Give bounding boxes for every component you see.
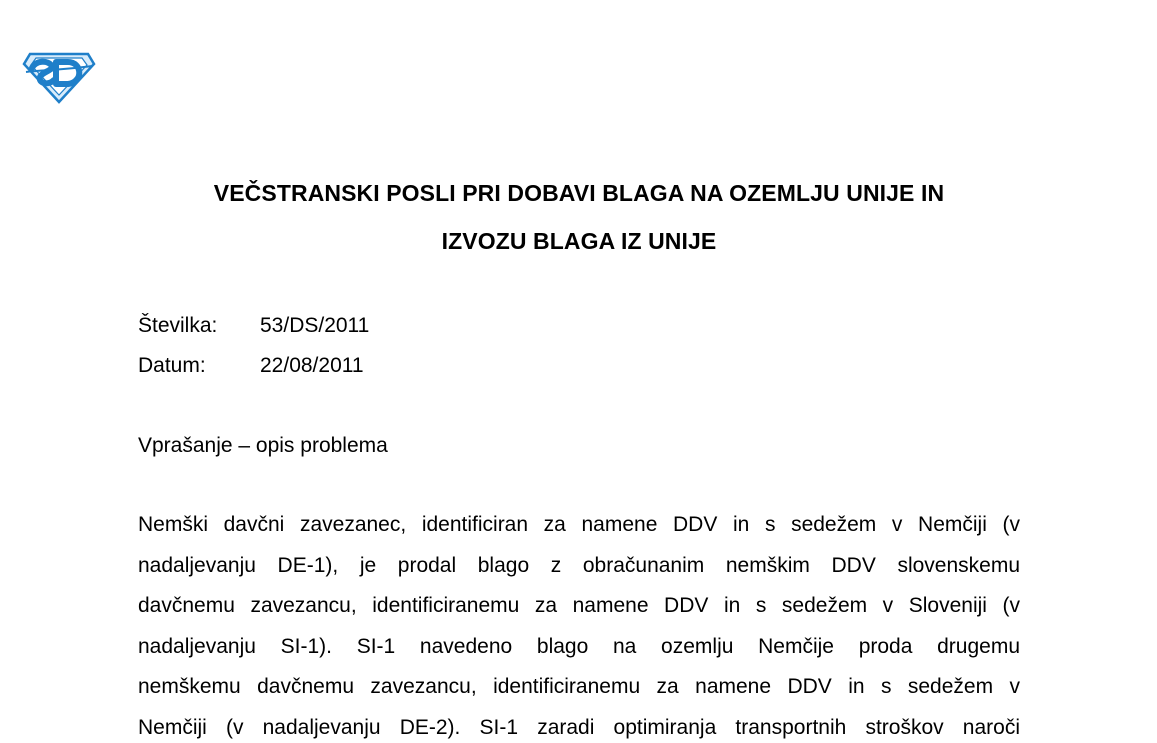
body-paragraph: [138, 505, 1020, 743]
number-label: Številka:: [138, 314, 218, 337]
paragraph-line: nadaljevanju DE-1), je prodal blago z obračunanim nemškim DDV slovenskemu: [138, 553, 1020, 577]
date-value: 22/08/2011: [260, 354, 364, 377]
number-value: 53/DS/2011: [260, 314, 370, 337]
section-heading: Vprašanje – opis problema: [138, 434, 388, 457]
sd-shield-logo-graphic: [22, 48, 96, 104]
document-title-line-1: VEČSTRANSKI POSLI PRI DOBAVI BLAGA NA OZEMLJU UNIJE IN: [213, 180, 945, 206]
sd-logo-icon: [22, 48, 96, 104]
paragraph-line: nadaljevanju SI-1). SI-1 navedeno blago na ozemlju Nemčije proda drugemu: [138, 634, 1020, 658]
date-label: Datum:: [138, 354, 206, 377]
document-title-line-2: IZVOZU BLAGA IZ UNIJE: [441, 228, 717, 254]
paragraph-line: Nemčiji (v nadaljevanju DE-2). SI-1 zaradi optimiranja transportnih stroškov naroči: [138, 715, 1020, 739]
paragraph-line: nemškemu davčnemu zavezancu, identificiranemu za namene DDV in s sedežem v: [138, 675, 1020, 698]
paragraph-line: davčnemu zavezancu, identificiranemu za namene DDV in s sedežem v Sloveniji (v: [138, 594, 1020, 617]
paragraph-line: Nemški davčni zavezanec, identificiran za namene DDV in s sedežem v Nemčiji (v: [138, 513, 1020, 536]
